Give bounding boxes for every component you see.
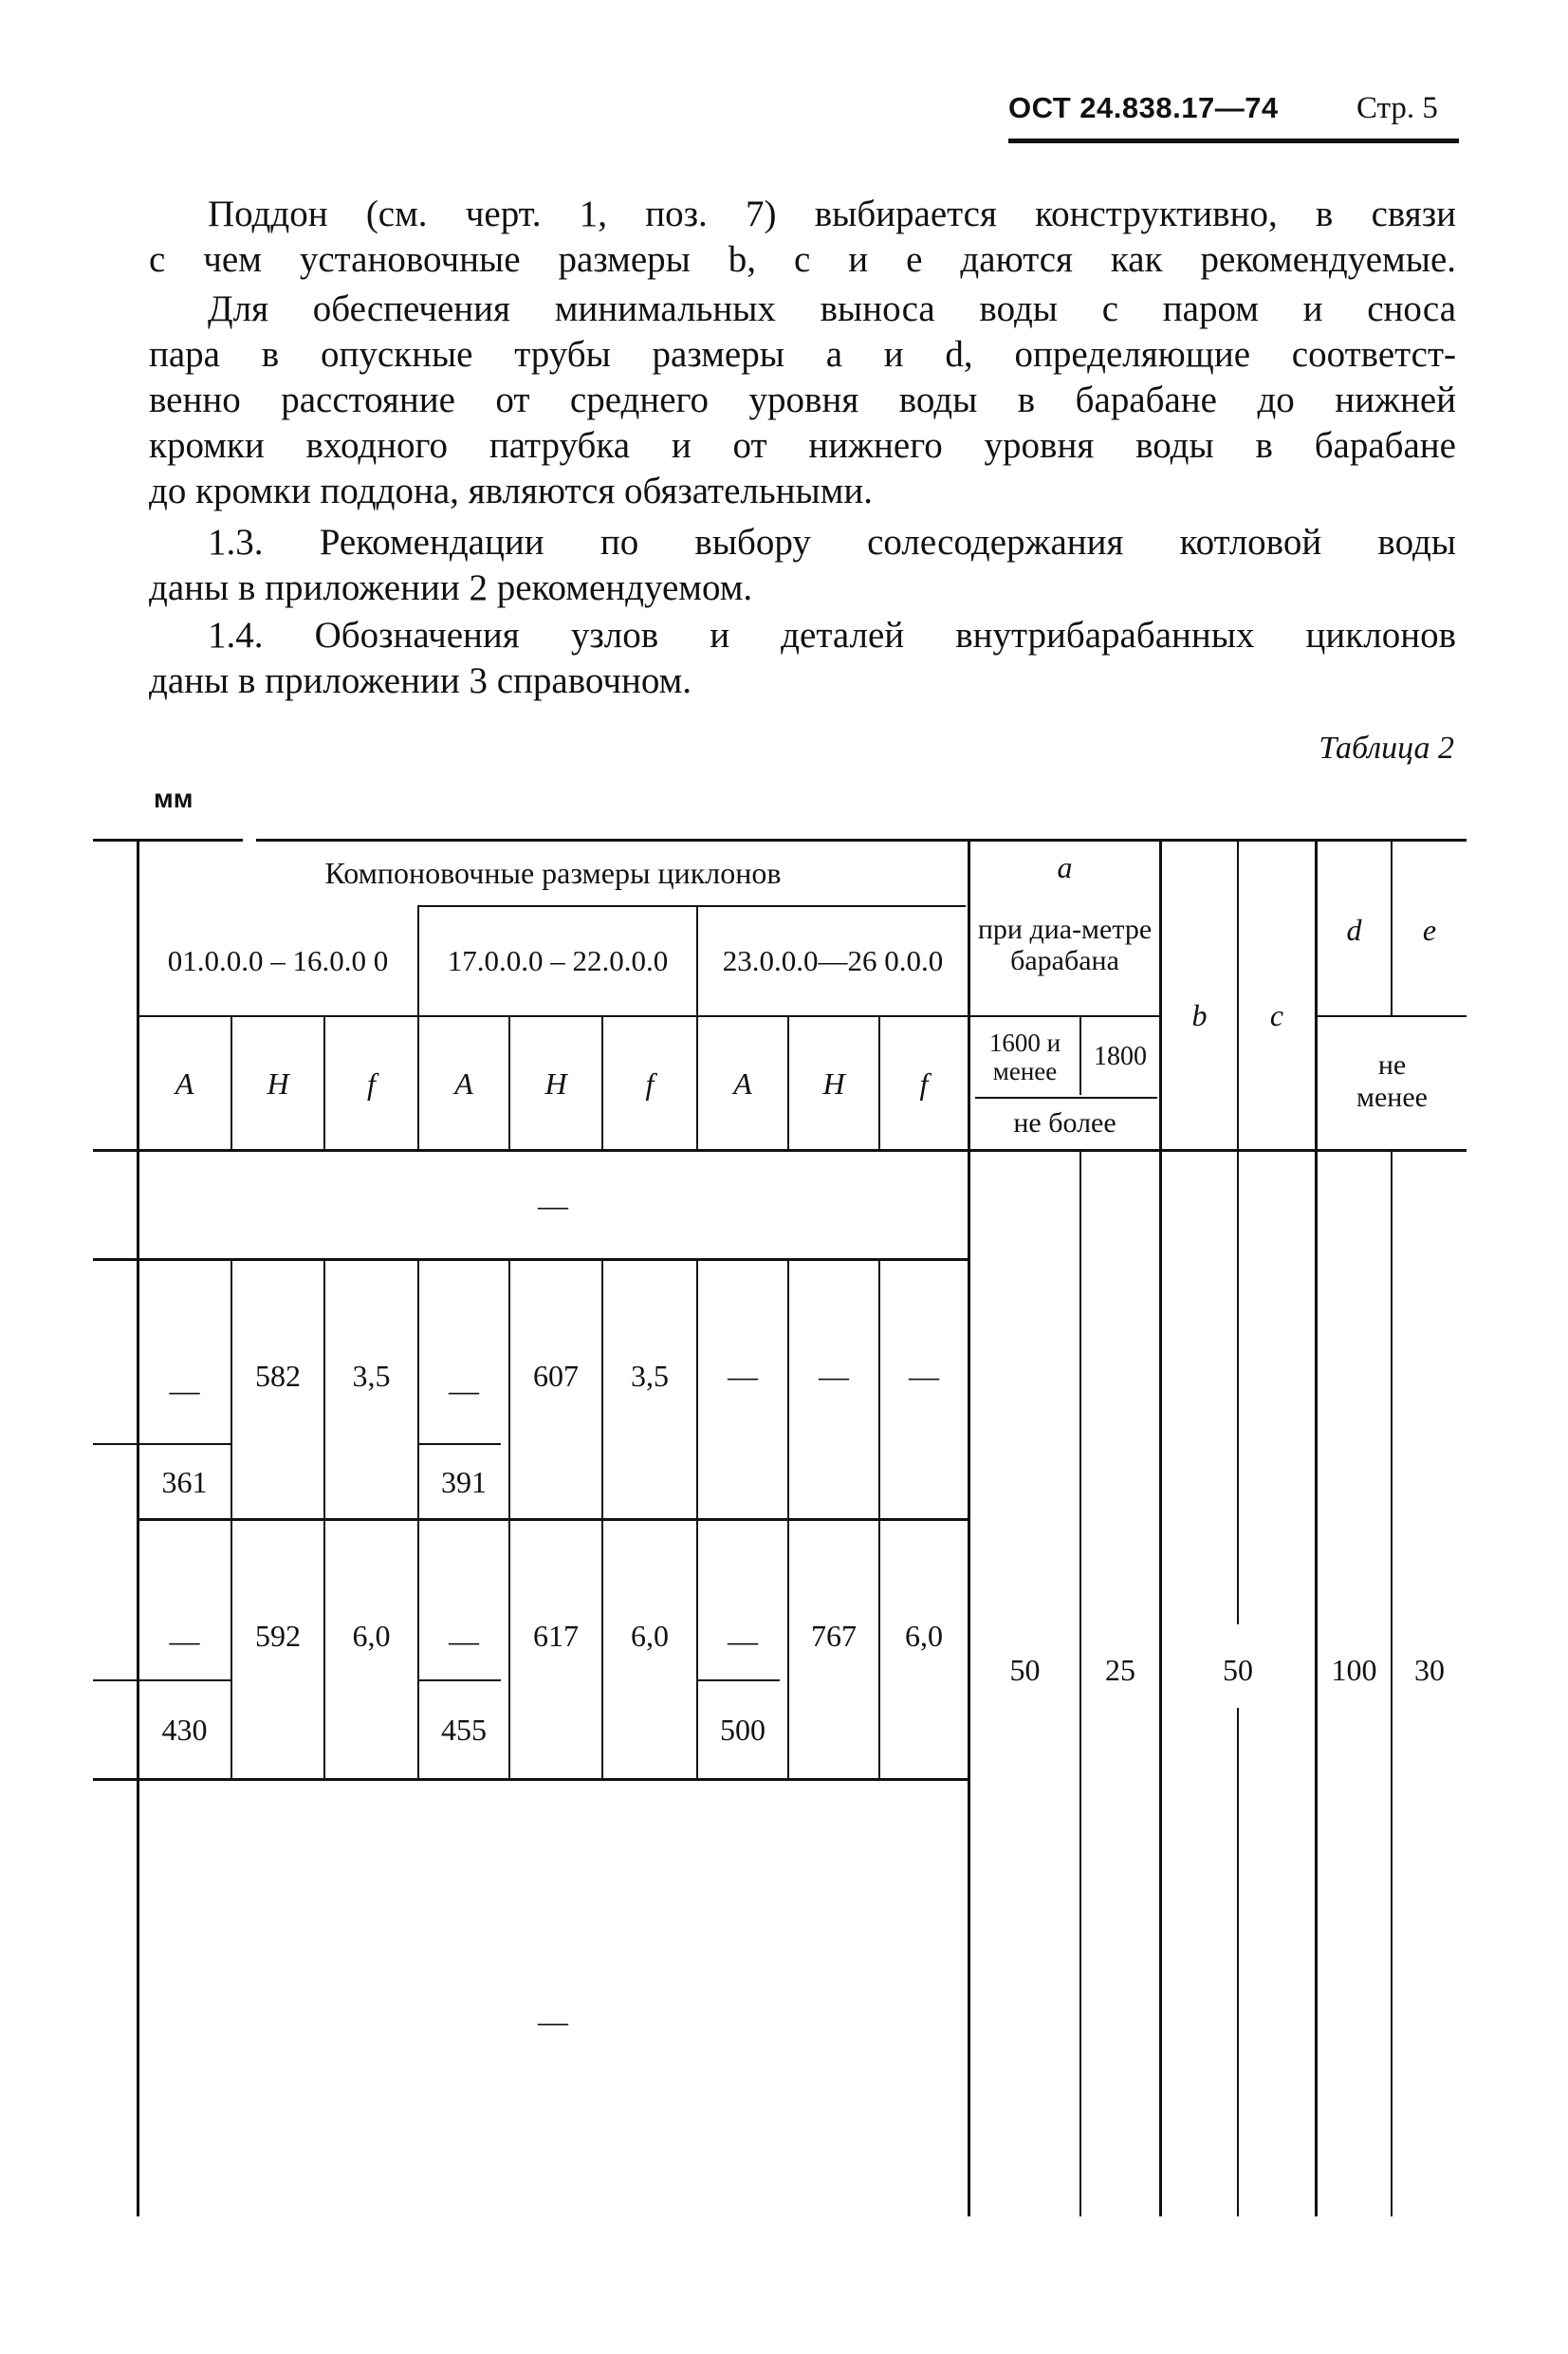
rule-row2-bottom xyxy=(93,1778,968,1781)
col-A2: A xyxy=(454,1066,473,1101)
col-H2: H xyxy=(544,1066,567,1101)
range-3: 23.0.0.0—26 0.0.0 xyxy=(722,944,944,977)
paragraph-line: Для обеспечения минимальных выноса воды с паром и сноса xyxy=(208,288,1456,329)
col-a-1800: 1800 xyxy=(1094,1042,1147,1071)
col-H1: H xyxy=(267,1066,289,1101)
paragraph-line: кромки входного патрубка и от нижнего уровня воды в барабане xyxy=(149,425,1456,466)
row2-f3: 6,0 xyxy=(905,1619,943,1653)
paragraph-line: венно расстояние от среднего уровня воды в барабане до нижней xyxy=(149,380,1456,420)
range-2: 17.0.0.0 – 22.0.0.0 xyxy=(447,944,669,977)
blank-row-bottom: — xyxy=(538,2004,568,2038)
paragraph-line: пара в опускные трубы размеры a и d, определяющие соответст- xyxy=(149,334,1456,375)
col-A1: A xyxy=(175,1066,194,1101)
rule-de xyxy=(1315,1015,1467,1017)
row1-H1: 582 xyxy=(255,1359,301,1393)
value-a-1800: 25 xyxy=(1105,1653,1135,1687)
value-d: 100 xyxy=(1331,1653,1377,1687)
row1-H2: 607 xyxy=(533,1359,579,1393)
row2-f2: 6,0 xyxy=(631,1619,669,1653)
row1-f3: — xyxy=(909,1359,939,1393)
v-right-4a xyxy=(1237,1150,1239,1624)
paragraph-line: 1.4. Обозначения узлов и деталей внутрибарабанных циклонов xyxy=(208,615,1456,656)
col-H3: H xyxy=(822,1066,845,1101)
col-f1: f xyxy=(367,1066,376,1101)
col-de-limit: не менее xyxy=(1356,1049,1428,1113)
col-A3: A xyxy=(733,1066,752,1101)
paragraph-line: Поддон (см. черт. 1, поз. 7) выбирается конструктивно, в связи xyxy=(208,194,1456,234)
document-code: ОСТ 24.838.17—74 xyxy=(1008,91,1279,124)
paragraph-tray xyxy=(149,192,1456,283)
rule-blank-top-bottom xyxy=(93,1258,968,1261)
row1-f2: 3,5 xyxy=(631,1359,669,1393)
table-caption: Таблица 2 xyxy=(1319,731,1454,766)
col-a-limit: не более xyxy=(1013,1107,1116,1139)
col-e: e xyxy=(1422,913,1437,947)
v-body-5 xyxy=(601,1260,603,1780)
col-f2: f xyxy=(645,1066,655,1101)
row2-A3-bottom: 500 xyxy=(720,1713,766,1747)
header-rule xyxy=(1008,139,1459,143)
row2-H1: 592 xyxy=(255,1619,301,1653)
rule-row1-bottom xyxy=(138,1518,968,1521)
row2-A1-bottom: 430 xyxy=(161,1713,208,1747)
row1-f1: 3,5 xyxy=(352,1359,391,1393)
row1-A2-bottom: 391 xyxy=(441,1464,487,1499)
col-d: d xyxy=(1346,913,1362,947)
col-a-1600: 1600 и менее xyxy=(988,1029,1061,1085)
row1-H3: — xyxy=(819,1359,849,1393)
row1-A1-bottom: 361 xyxy=(161,1464,208,1499)
col-a-desc: при диа-метре барабана xyxy=(977,914,1153,976)
col-c: c xyxy=(1269,998,1284,1032)
paragraph-line: 1.3. Рекомендации по выбору солесодержания котловой воды xyxy=(208,522,1456,563)
row1-A2-top: — xyxy=(449,1373,479,1407)
paragraph-1-3 xyxy=(149,520,1456,611)
paragraph-line: с чем установочные размеры b, c и e даются как рекомендуемые. xyxy=(149,239,1456,280)
row2-f1: 6,0 xyxy=(352,1619,391,1653)
v-right-3 xyxy=(1159,1150,1162,2216)
blank-row-top: — xyxy=(538,1188,568,1222)
row2-H3: 767 xyxy=(811,1619,857,1653)
value-a-1600: 50 xyxy=(1009,1653,1041,1687)
value-e: 30 xyxy=(1414,1653,1445,1687)
row2-A3-top: — xyxy=(728,1623,758,1658)
group-title: Компоновочные размеры циклонов xyxy=(324,856,782,890)
paragraph-line: до кромки поддона, являются обязательными. xyxy=(149,471,874,511)
row1-A3: — xyxy=(728,1359,758,1393)
range-1: 01.0.0.0 – 16.0.0 0 xyxy=(167,944,389,977)
paragraph-line: даны в приложении 2 рекомендуемом. xyxy=(149,567,753,608)
table-unit: мм xyxy=(154,784,194,813)
page-number: Стр. 5 xyxy=(1356,91,1438,125)
v-right-4b xyxy=(1237,1708,1239,2216)
paragraph-dimensions xyxy=(149,287,1456,514)
row1-A1-top: — xyxy=(169,1373,200,1407)
v-body-8 xyxy=(878,1260,880,1780)
row2-A2-bottom: 455 xyxy=(441,1713,487,1747)
paragraph-line: даны в приложении 3 справочном. xyxy=(149,660,692,701)
col-a-title: a xyxy=(1057,850,1073,884)
col-b: b xyxy=(1191,998,1208,1032)
row2-A2-top: — xyxy=(449,1623,479,1658)
value-bc: 50 xyxy=(1223,1653,1253,1687)
v-body-4 xyxy=(508,1260,510,1780)
row2-H2: 617 xyxy=(533,1619,579,1653)
row2-A1-top: — xyxy=(169,1623,200,1658)
col-f3: f xyxy=(919,1066,929,1101)
v-body-7 xyxy=(787,1260,789,1780)
paragraph-1-4 xyxy=(149,613,1456,704)
v-body-2 xyxy=(323,1260,325,1780)
